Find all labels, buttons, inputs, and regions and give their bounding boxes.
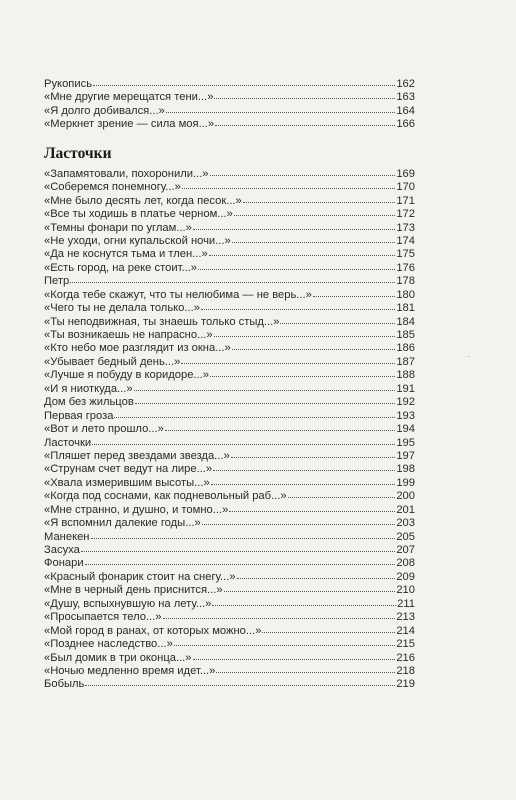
toc-leader-dots — [134, 382, 396, 392]
toc-entry-title: «Темны фонари по углам...» — [44, 221, 192, 234]
toc-entry-title: «Убывает бедный день...» — [44, 355, 181, 368]
toc-entry-title: «Мой город в ранах, от которых можно...» — [44, 624, 262, 637]
toc-entry-title: Засуха — [44, 544, 80, 556]
toc-leader-dots — [198, 261, 395, 271]
toc-entry-title: «И я ниоткуда...» — [44, 382, 133, 395]
toc-entry — [44, 489, 415, 502]
toc-entry — [44, 583, 415, 596]
toc-entry-page: 218 — [396, 664, 415, 677]
toc-entry-title: «Пляшет перед звездами звезда...» — [44, 449, 230, 462]
toc-entry — [44, 301, 415, 314]
toc-leader-dots — [214, 328, 396, 338]
toc-entry-page: 178 — [396, 275, 415, 288]
toc-entry-page: 181 — [396, 302, 415, 315]
toc-leader-dots — [210, 167, 396, 177]
toc-entry — [44, 104, 415, 117]
toc-entry-title: «Когда под соснами, как подневольный раб...» — [44, 490, 287, 503]
toc-entry — [44, 341, 415, 354]
toc-entry-title: «Душу, вспыхнувшую на лету...» — [44, 597, 212, 610]
toc-entry — [44, 77, 415, 90]
toc-entry — [44, 597, 415, 610]
toc-entry-page: 210 — [396, 584, 415, 597]
toc-leader-dots — [212, 597, 396, 607]
toc-entry-page: 201 — [396, 503, 415, 516]
toc-entry-title: «Был домик в три оконца...» — [44, 651, 192, 664]
toc-leader-dots — [229, 503, 395, 513]
toc-leader-dots — [85, 677, 395, 687]
toc-entry-page: 186 — [396, 342, 415, 355]
toc-entry — [44, 651, 415, 664]
toc-entry-title: «Мне в черный день приснится...» — [44, 584, 223, 597]
toc-entry — [44, 328, 415, 341]
toc-leader-dots — [211, 476, 396, 486]
toc-entry-page: 209 — [396, 570, 415, 583]
toc-entry-page: 193 — [396, 409, 415, 422]
toc-leader-dots — [209, 247, 396, 257]
toc-entry-title: «Не уходи, огни купальской ночи...» — [44, 234, 231, 247]
toc-entry-page: 213 — [396, 611, 415, 624]
toc-entry — [44, 368, 415, 381]
toc-entry — [44, 610, 415, 623]
toc-leader-dots — [232, 234, 396, 244]
toc-entry-title: «Вот и лето прошло...» — [44, 423, 164, 436]
toc-entry-title: «Лучше я побуду в коридоре...» — [44, 369, 209, 382]
toc-entry-title: Петр — [44, 275, 70, 288]
toc-leader-dots — [165, 422, 395, 432]
toc-entry-page: 175 — [396, 248, 415, 261]
toc-entry-page: 192 — [396, 396, 415, 409]
toc-entry-title: «Мне странно, и душно, и томно...» — [44, 503, 229, 516]
toc-leader-dots — [193, 221, 395, 231]
toc-entry-page: 163 — [396, 91, 415, 104]
toc-entry — [44, 180, 415, 193]
toc-entry — [44, 382, 415, 395]
toc-entry-page: 199 — [396, 476, 415, 489]
toc-entry-page: 172 — [396, 208, 415, 221]
toc-entry-page: 176 — [396, 261, 415, 274]
toc-entry — [44, 664, 415, 677]
toc-leader-dots — [215, 117, 395, 127]
toc-entry-title: Дом без жильцов — [44, 396, 134, 409]
toc-entry — [44, 247, 415, 260]
toc-entry-title: «Запамятовали, похоронили...» — [44, 167, 209, 180]
toc-entry-page: 173 — [396, 221, 415, 234]
toc-entry-page: 207 — [396, 544, 415, 556]
toc-entry-title: Ласточки — [44, 436, 92, 449]
toc-leader-dots — [181, 355, 395, 365]
toc-entry — [44, 315, 415, 328]
toc-entry-page: 166 — [396, 118, 415, 131]
toc-leader-dots — [174, 637, 395, 647]
toc-entry-title: «Ночью медленно время идет...» — [44, 664, 216, 677]
toc-entry — [44, 556, 415, 569]
toc-entry-title: «Струнам счет ведут на лире...» — [44, 463, 213, 476]
toc-entry-title: «Ты неподвижная, ты знаешь только стыд...» — [44, 315, 280, 328]
toc-leader-dots — [237, 570, 396, 580]
toc-entry-page: 205 — [396, 530, 415, 543]
toc-leader-dots — [213, 462, 395, 472]
toc-leader-dots — [135, 395, 396, 405]
toc-entry-page: 215 — [396, 638, 415, 651]
toc-entry — [44, 436, 415, 449]
toc-entry — [44, 221, 415, 234]
toc-entry — [44, 449, 415, 462]
toc-leader-dots — [288, 489, 396, 499]
toc-entry — [44, 194, 415, 207]
toc-entry-page: 180 — [396, 288, 415, 301]
toc-leader-dots — [201, 301, 395, 311]
toc-leader-dots — [114, 409, 395, 419]
toc-leader-dots — [210, 368, 395, 378]
toc-leader-dots — [232, 341, 396, 351]
toc-leader-dots — [202, 516, 396, 526]
toc-leader-dots — [81, 543, 395, 553]
toc-entry-page: 184 — [396, 315, 415, 328]
toc-entry-title: «Ты возникаешь не напрасно...» — [44, 329, 213, 341]
table-of-contents — [44, 77, 415, 691]
toc-entry-page: 169 — [396, 167, 415, 180]
toc-leader-dots — [262, 624, 395, 634]
toc-entry-title: «Красный фонарик стоит на снегу...» — [44, 570, 236, 583]
toc-entry-page: 185 — [396, 329, 415, 341]
toc-entry — [44, 677, 415, 690]
toc-entry — [44, 516, 415, 529]
toc-entry-page: 200 — [396, 490, 415, 503]
toc-entry — [44, 90, 415, 103]
toc-entry-title: «Мне было десять лет, когда песок...» — [44, 194, 242, 207]
toc-entry-page: 171 — [396, 194, 415, 207]
toc-entry-title: «Просыпается тело...» — [44, 611, 162, 624]
toc-entry-page: 170 — [396, 181, 415, 194]
toc-entry — [44, 234, 415, 247]
toc-entry-title: Бобыль — [44, 678, 85, 691]
toc-leader-dots — [85, 556, 396, 566]
toc-leader-dots — [214, 90, 395, 100]
toc-entry-page: 187 — [396, 355, 415, 368]
toc-list-top — [44, 77, 415, 131]
section-title: Ласточки — [44, 144, 112, 162]
toc-leader-dots — [92, 436, 395, 446]
toc-entry-page: 208 — [396, 557, 415, 570]
toc-entry — [44, 261, 415, 274]
toc-entry-title: «Кто небо мое разглядит из окна...» — [44, 342, 231, 355]
toc-entry-title: «Все ты ходишь в платье черном...» — [44, 208, 233, 221]
toc-entry-page: 191 — [396, 382, 415, 395]
toc-entry — [44, 462, 415, 475]
toc-entry-title: «Есть город, на реке стоит...» — [44, 261, 198, 274]
toc-entry-title: «Меркнет зрение — сила моя...» — [44, 118, 215, 131]
toc-entry — [44, 543, 415, 556]
toc-entry-page: 194 — [396, 423, 415, 436]
toc-leader-dots — [182, 180, 396, 190]
toc-leader-dots — [234, 207, 396, 217]
toc-entry-title: «Да не коснутся тьма и тлен...» — [44, 248, 208, 261]
toc-entry-page: 188 — [396, 369, 415, 382]
toc-entry — [44, 355, 415, 368]
toc-entry-title: «Позднее наследство...» — [44, 638, 173, 651]
toc-entry-page: 214 — [396, 624, 415, 637]
toc-leader-dots — [91, 530, 396, 540]
toc-entry-page: 164 — [396, 104, 415, 117]
toc-entry-title: Фонари — [44, 557, 84, 570]
toc-list-section — [44, 167, 415, 691]
toc-entry-page: 197 — [396, 449, 415, 462]
toc-entry-title: «Чего ты не делала только...» — [44, 302, 200, 315]
toc-entry — [44, 167, 415, 180]
toc-entry-title: «Соберемся понемногу...» — [44, 181, 181, 194]
toc-entry — [44, 274, 415, 287]
toc-entry-page: 216 — [396, 651, 415, 664]
toc-leader-dots — [163, 610, 396, 620]
toc-entry-title: «Хвала измерившим высоты...» — [44, 476, 210, 489]
toc-entry — [44, 530, 415, 543]
toc-leader-dots — [216, 664, 395, 674]
toc-entry-title: «Когда тебе скажут, что ты нелюбима — не верь...» — [44, 288, 312, 301]
toc-entry-page: 195 — [396, 436, 415, 449]
toc-entry — [44, 476, 415, 489]
paper-speck — [468, 356, 469, 357]
toc-entry-title: «Я долго добивался...» — [44, 104, 165, 117]
toc-leader-dots — [93, 77, 395, 87]
toc-entry-page: 203 — [396, 517, 415, 530]
toc-entry — [44, 207, 415, 220]
toc-entry — [44, 422, 415, 435]
toc-entry-title: Рукопись — [44, 78, 93, 90]
toc-leader-dots — [280, 315, 395, 325]
toc-entry — [44, 503, 415, 516]
toc-leader-dots — [313, 288, 395, 298]
toc-leader-dots — [231, 449, 396, 459]
toc-leader-dots — [224, 583, 396, 593]
toc-leader-dots — [70, 274, 395, 284]
toc-entry-page: 162 — [396, 78, 415, 90]
toc-entry-title: Первая гроза — [44, 409, 114, 422]
toc-entry-page: 198 — [396, 463, 415, 476]
toc-entry-page: 174 — [396, 234, 415, 247]
toc-entry — [44, 117, 415, 130]
toc-entry — [44, 288, 415, 301]
toc-entry — [44, 570, 415, 583]
toc-entry-title: Манекен — [44, 530, 90, 543]
toc-entry-title: «Мне другие мерещатся тени...» — [44, 91, 214, 104]
toc-leader-dots — [166, 104, 396, 114]
toc-leader-dots — [193, 651, 396, 661]
toc-leader-dots — [243, 194, 396, 204]
toc-entry — [44, 637, 415, 650]
toc-entry-page: 219 — [396, 678, 415, 691]
toc-entry-page: 211 — [397, 597, 415, 610]
toc-entry — [44, 395, 415, 408]
toc-entry — [44, 624, 415, 637]
toc-entry-title: «Я вспомнил далекие годы...» — [44, 517, 201, 530]
toc-entry — [44, 409, 415, 422]
